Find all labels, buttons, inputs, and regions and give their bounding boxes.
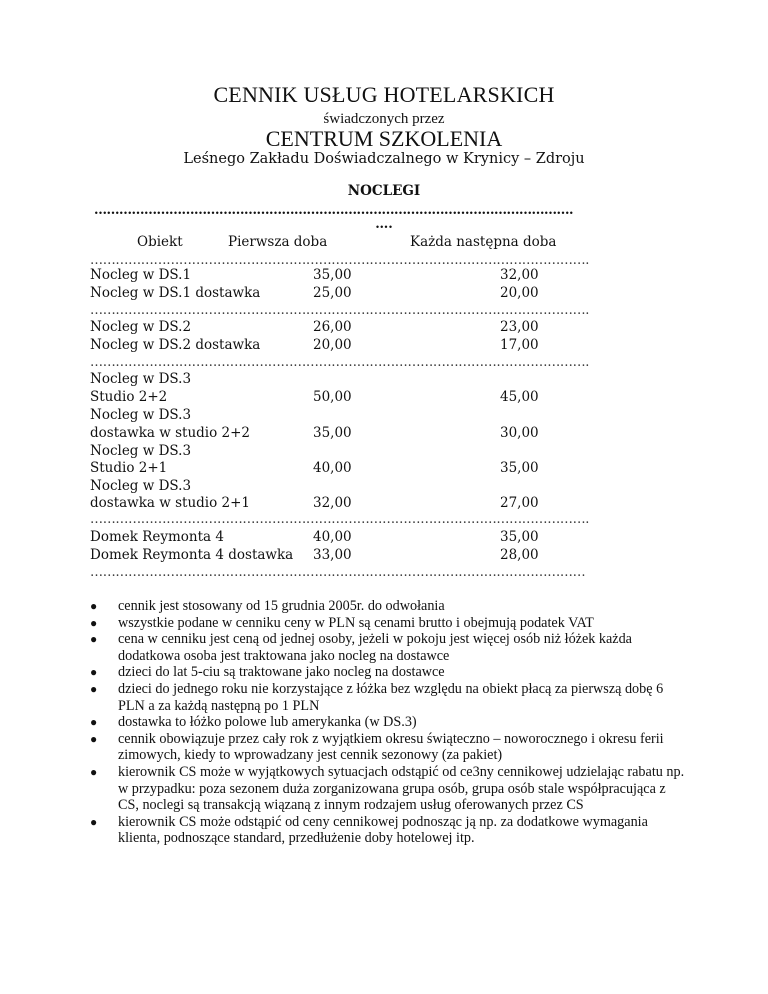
bullet-icon: ● — [90, 632, 98, 647]
table-row-name: Nocleg w DS.2 dostawka — [90, 337, 261, 353]
table-row-first-price: 26,00 — [313, 319, 352, 335]
table-row-name: Nocleg w DS.1 — [90, 267, 192, 283]
table-row-next-price: 45,00 — [500, 389, 539, 405]
table-row-name: Nocleg w DS.2 — [90, 319, 192, 335]
column-header-object: Obiekt — [137, 234, 183, 250]
bullet-icon: ● — [90, 814, 98, 829]
list-item — [90, 731, 690, 764]
note-text: kierownik CS może odstąpić od ceny cennikowej podnosząc ją np. za dodatkowe wymagania klienta, podnoszące standard, przedłużenie doby hotelowej itp. — [118, 813, 648, 847]
table-row-name: Nocleg w DS.1 dostawka — [90, 285, 261, 301]
table-row-name: Domek Reymonta 4 dostawka — [90, 547, 294, 563]
document-subtitle: świadczonych przez — [323, 111, 445, 127]
bullet-icon: ● — [90, 731, 98, 746]
note-text: cennik obowiązuje przez cały rok z wyjątkiem okresu świąteczno – noworocznego i okresu ferii zimowych, kiedy to wprowadzany jest cennik sezonowy (za pakiet) — [118, 730, 664, 764]
table-row-next-price: 32,00 — [500, 267, 539, 283]
list-item — [90, 664, 690, 681]
table-separator-last: ……………………………………………………………………………………………………… — [90, 565, 586, 580]
table-row-next-price: 28,00 — [500, 547, 539, 563]
table-row-next-price: 17,00 — [500, 337, 539, 353]
bullet-icon: ● — [90, 681, 98, 696]
table-separator: ………………………………………………………………………………………………………. — [90, 355, 590, 370]
table-row-name: Domek Reymonta 4 — [90, 529, 224, 545]
note-text: wszystkie podane w cenniku ceny w PLN są cenami brutto i obejmują podatek VAT — [118, 614, 594, 631]
table-row-next-price: 27,00 — [500, 495, 539, 511]
note-text: dzieci do lat 5-ciu są traktowane jako nocleg na dostawce — [118, 664, 445, 681]
table-row-next-price: 23,00 — [500, 319, 539, 335]
table-row-first-price: 50,00 — [313, 389, 352, 405]
notes-list — [90, 598, 690, 847]
note-text: kierownik CS może w wyjątkowych sytuacjach odstąpić od ce3ny cennikowej udzielając rabatu np. w przypadku: poza sezonem duża zorganizowana grupa osób, grupa osób stale współpracująca z CS, noclegi są transakcją wiązaną z innym rodzajem usług oferowanych przez CS — [118, 763, 685, 814]
table-row-name-line2: dostawka w studio 2+1 — [90, 495, 251, 511]
table-row-first-price: 35,00 — [313, 425, 352, 441]
table-row-next-price: 30,00 — [500, 425, 539, 441]
table-row-first-price: 32,00 — [313, 495, 352, 511]
note-text: cennik jest stosowany od 15 grudnia 2005r. do odwołania — [118, 598, 445, 614]
list-item — [90, 681, 690, 714]
dotted-divider-bold-end: …. — [375, 217, 393, 232]
bullet-icon: ● — [90, 715, 98, 730]
table-row-next-price: 35,00 — [500, 529, 539, 545]
table-row-first-price: 33,00 — [313, 547, 352, 563]
table-row-first-price: 20,00 — [313, 337, 352, 353]
table-separator: ………………………………………………………………………………………………………. — [90, 253, 590, 268]
table-row-name-line1: Nocleg w DS.3 — [90, 478, 192, 494]
table-separator: ………………………………………………………………………………………………………. — [90, 303, 590, 318]
list-item — [90, 714, 690, 731]
table-row-name-line1: Nocleg w DS.3 — [90, 371, 192, 387]
note-text: dostawka to łóżko polowe lub amerykanka (w DS.3) — [118, 714, 417, 731]
table-row-name-line2: Studio 2+2 — [90, 389, 168, 405]
table-row-next-price: 20,00 — [500, 285, 539, 301]
list-item — [90, 631, 690, 664]
table-row-name-line1: Nocleg w DS.3 — [90, 407, 192, 423]
bullet-icon: ● — [90, 615, 98, 630]
document-title: CENNIK USŁUG HOTELARSKICH — [213, 82, 555, 107]
table-separator: ………………………………………………………………………………………………………. — [90, 512, 590, 527]
bullet-icon: ● — [90, 764, 98, 779]
table-row-name-line1: Nocleg w DS.3 — [90, 443, 192, 459]
organization-full-name: Leśnego Zakładu Doświadczalnego w Krynicy – Zdroju — [183, 151, 585, 167]
list-item — [90, 814, 690, 847]
bullet-icon: ● — [90, 665, 98, 680]
table-row-name-line2: Studio 2+1 — [90, 460, 168, 476]
list-item — [90, 764, 690, 814]
bullet-icon: ● — [90, 599, 98, 613]
table-row-first-price: 25,00 — [313, 285, 352, 301]
section-title: NOCLEGI — [347, 183, 421, 199]
table-row-first-price: 40,00 — [313, 529, 352, 545]
column-header-next-night: Każda następna doba — [410, 234, 557, 250]
note-text: cena w cenniku jest ceną od jednej osoby, jeżeli w pokoju jest więcej osób niż łóżek każda dodatkowa osoba jest traktowana jako nocleg na dostawce — [118, 631, 632, 664]
table-row-first-price: 35,00 — [313, 267, 352, 283]
list-item — [90, 615, 690, 632]
column-header-first-night: Pierwsza doba — [228, 234, 328, 250]
table-row-first-price: 40,00 — [313, 460, 352, 476]
organization-name: CENTRUM SZKOLENIA — [265, 126, 503, 151]
list-item — [90, 598, 690, 615]
table-row-name-line2: dostawka w studio 2+2 — [90, 425, 251, 441]
dotted-divider-bold: ……………………………………………………………………………………………………. — [94, 203, 574, 218]
note-text: dzieci do jednego roku nie korzystające z łóżka bez względu na obiekt płacą za pierwszą dobę 6 PLN a za każdą następną po 1 PLN — [118, 680, 664, 714]
table-row-next-price: 35,00 — [500, 460, 539, 476]
